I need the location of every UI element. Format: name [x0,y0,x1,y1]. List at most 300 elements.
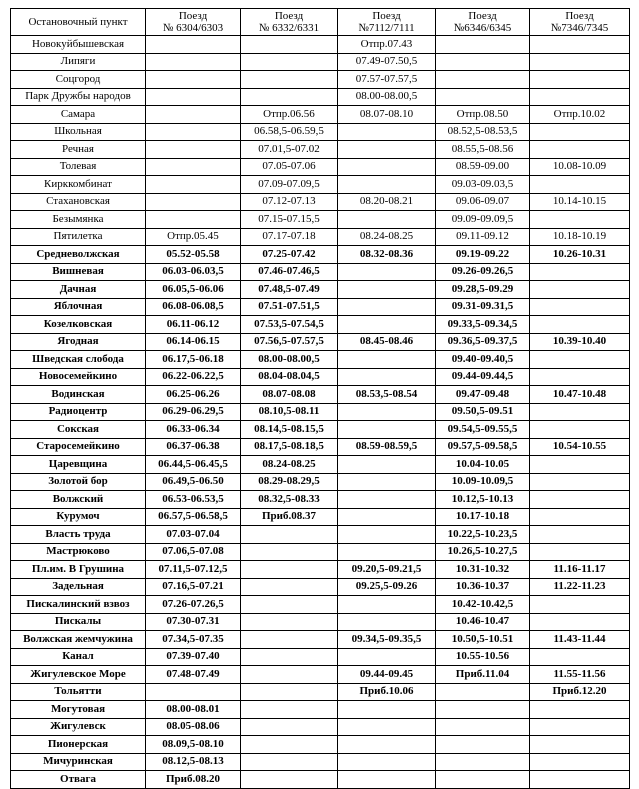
table-row [11,613,630,631]
time-7346-cell [530,473,630,491]
time-6332-cell [241,88,338,106]
station-name-cell: Парк Дружбы народов [11,88,146,106]
table-row [11,263,630,281]
time-7112-cell [338,176,436,194]
table-row [11,246,630,264]
header-train-number: № 6332/6331 [258,22,320,34]
table-row [11,508,630,526]
station-name-cell: Новокуйбышевская [11,36,146,54]
time-6346-cell: 09.28,5-09.29 [436,281,530,299]
time-7346-cell [530,753,630,771]
time-6346-cell: 09.36,5-09.37,5 [436,333,530,351]
time-6304-cell: 07.39-07.40 [146,648,241,666]
time-6346-cell: 10.22,5-10.23,5 [436,526,530,544]
time-6332-cell [241,596,338,614]
table-row [11,596,630,614]
time-7112-cell [338,123,436,141]
table-row [11,718,630,736]
time-6346-cell: 09.40-09.40,5 [436,351,530,369]
table-row [11,771,630,789]
time-6332-cell: 08.00-08.00,5 [241,351,338,369]
time-7346-cell [530,526,630,544]
time-6346-cell: 08.55,5-08.56 [436,141,530,159]
time-7346-cell [530,88,630,106]
time-6346-cell: 09.06-09.07 [436,193,530,211]
station-name-cell: Волжская жемчужина [11,631,146,649]
time-7346-cell [530,491,630,509]
time-7112-cell [338,543,436,561]
time-6304-cell: 06.53-06.53,5 [146,491,241,509]
header-train-number: №7346/7345 [550,22,609,34]
time-6346-cell: 09.54,5-09.55,5 [436,421,530,439]
time-6332-cell [241,771,338,789]
time-7112-cell [338,526,436,544]
time-6304-cell: 06.05,5-06.06 [146,281,241,299]
time-6304-cell [146,71,241,89]
time-6346-cell [436,53,530,71]
time-6346-cell: 09.47-09.48 [436,386,530,404]
station-name-cell: Козелковская [11,316,146,334]
time-6332-cell [241,666,338,684]
time-6346-cell: 09.26-09.26,5 [436,263,530,281]
time-7346-cell [530,211,630,229]
header-train-label: Поезд [468,10,497,22]
time-6332-cell [241,71,338,89]
table-row [11,753,630,771]
time-7112-cell [338,736,436,754]
time-6304-cell: 07.34,5-07.35 [146,631,241,649]
time-7346-cell [530,613,630,631]
time-7112-cell: Отпр.07.43 [338,36,436,54]
time-6332-cell: 07.53,5-07.54,5 [241,316,338,334]
time-7112-cell [338,351,436,369]
time-6346-cell: 10.17-10.18 [436,508,530,526]
station-name-cell: Задельная [11,578,146,596]
time-7112-cell [338,771,436,789]
station-name-cell: Дачная [11,281,146,299]
time-6304-cell [146,36,241,54]
time-7112-cell: 08.20-08.21 [338,193,436,211]
table-row [11,491,630,509]
station-name-cell: Водинская [11,386,146,404]
header-station: Остановочный пункт [11,9,146,36]
header-train-6332 [241,9,338,36]
time-6304-cell: 08.12,5-08.13 [146,753,241,771]
time-6332-cell [241,648,338,666]
time-6304-cell: 06.44,5-06.45,5 [146,456,241,474]
time-6346-cell: 10.36-10.37 [436,578,530,596]
table-row [11,683,630,701]
station-name-cell: Волжский [11,491,146,509]
time-6332-cell: 07.46-07.46,5 [241,263,338,281]
time-6304-cell: 06.14-06.15 [146,333,241,351]
time-6332-cell [241,753,338,771]
time-7346-cell [530,263,630,281]
station-name-cell: Пятилетка [11,228,146,246]
time-6346-cell: 09.44-09.44,5 [436,368,530,386]
time-6304-cell: 06.22-06.22,5 [146,368,241,386]
time-7346-cell [530,701,630,719]
time-7346-cell [530,176,630,194]
time-6346-cell: 10.55-10.56 [436,648,530,666]
table-row [11,36,630,54]
time-7112-cell [338,456,436,474]
time-7346-cell: Приб.12.20 [530,683,630,701]
time-6332-cell: 07.48,5-07.49 [241,281,338,299]
time-6304-cell [146,123,241,141]
header-train-7112 [338,9,436,36]
time-6304-cell [146,193,241,211]
table-row [11,123,630,141]
time-6346-cell: 09.33,5-09.34,5 [436,316,530,334]
time-6346-cell: 10.09-10.09,5 [436,473,530,491]
table-row [11,176,630,194]
time-6332-cell: Отпр.06.56 [241,106,338,124]
time-7112-cell [338,701,436,719]
time-6304-cell: 07.30-07.31 [146,613,241,631]
time-6304-cell: 08.00-08.01 [146,701,241,719]
time-6346-cell: 08.52,5-08.53,5 [436,123,530,141]
time-6304-cell: 06.17,5-06.18 [146,351,241,369]
time-7346-cell [530,543,630,561]
time-6304-cell: 08.05-08.06 [146,718,241,736]
station-name-cell: Липяги [11,53,146,71]
time-7112-cell [338,473,436,491]
time-6332-cell: 08.29-08.29,5 [241,473,338,491]
table-row [11,316,630,334]
time-6304-cell: 07.48-07.49 [146,666,241,684]
time-7112-cell: 08.32-08.36 [338,246,436,264]
table-row [11,211,630,229]
time-7346-cell [530,736,630,754]
time-7346-cell: 10.08-10.09 [530,158,630,176]
time-6304-cell: 06.25-06.26 [146,386,241,404]
time-6304-cell [146,176,241,194]
table-row [11,53,630,71]
time-6346-cell: 09.19-09.22 [436,246,530,264]
time-7112-cell: 08.07-08.10 [338,106,436,124]
time-6346-cell: 10.31-10.32 [436,561,530,579]
time-6346-cell [436,88,530,106]
time-6304-cell: 05.52-05.58 [146,246,241,264]
time-7346-cell [530,648,630,666]
time-7112-cell: 08.45-08.46 [338,333,436,351]
table-row [11,386,630,404]
time-6332-cell: 08.07-08.08 [241,386,338,404]
time-6304-cell: 06.37-06.38 [146,438,241,456]
time-7112-cell [338,298,436,316]
time-6346-cell: 09.50,5-09.51 [436,403,530,421]
time-6304-cell: 07.26-07.26,5 [146,596,241,614]
station-name-cell: Радиоцентр [11,403,146,421]
table-row [11,561,630,579]
time-6346-cell [436,753,530,771]
table-row [11,666,630,684]
time-6304-cell: 06.33-06.34 [146,421,241,439]
table-row [11,631,630,649]
header-train-label: Поезд [178,10,208,22]
table-row [11,88,630,106]
time-7112-cell [338,281,436,299]
time-6346-cell: 10.50,5-10.51 [436,631,530,649]
time-6332-cell: 07.09-07.09,5 [241,176,338,194]
time-6346-cell: 09.31-09.31,5 [436,298,530,316]
time-7346-cell: 10.39-10.40 [530,333,630,351]
time-7346-cell [530,718,630,736]
time-6304-cell [146,141,241,159]
time-6332-cell: 07.51-07.51,5 [241,298,338,316]
time-7112-cell: 08.53,5-08.54 [338,386,436,404]
table-row [11,526,630,544]
time-7346-cell [530,508,630,526]
table-row [11,351,630,369]
station-name-cell: Стахановская [11,193,146,211]
time-6332-cell: 06.58,5-06.59,5 [241,123,338,141]
station-name-cell: Тольятти [11,683,146,701]
station-name-cell: Пискалы [11,613,146,631]
time-6304-cell: Отпр.05.45 [146,228,241,246]
time-6346-cell: 10.26,5-10.27,5 [436,543,530,561]
table-row [11,456,630,474]
time-7112-cell [338,211,436,229]
time-7112-cell [338,368,436,386]
time-7346-cell [530,771,630,789]
time-6332-cell: 08.04-08.04,5 [241,368,338,386]
time-6332-cell: Приб.08.37 [241,508,338,526]
time-7346-cell: 10.54-10.55 [530,438,630,456]
time-6346-cell: Отпр.08.50 [436,106,530,124]
time-7346-cell [530,36,630,54]
station-name-cell: Золотой бор [11,473,146,491]
time-6346-cell [436,718,530,736]
time-6332-cell: 07.17-07.18 [241,228,338,246]
time-6304-cell: 06.03-06.03,5 [146,263,241,281]
time-7112-cell: 09.25,5-09.26 [338,578,436,596]
time-7112-cell: 08.59-08.59,5 [338,438,436,456]
time-6332-cell: 08.14,5-08.15,5 [241,421,338,439]
station-name-cell: Школьная [11,123,146,141]
table-row [11,438,630,456]
table-row [11,368,630,386]
station-name-cell: Жигулевское Море [11,666,146,684]
station-name-cell: Отвага [11,771,146,789]
time-6304-cell [146,211,241,229]
station-name-cell: Сокская [11,421,146,439]
time-7346-cell [530,403,630,421]
header-train-label: Поезд [372,10,401,22]
time-7346-cell [530,281,630,299]
station-name-cell: Шведская слобода [11,351,146,369]
time-7346-cell [530,596,630,614]
header-train-number: №6346/6345 [453,22,512,34]
time-6346-cell: 09.09-09.09,5 [436,211,530,229]
station-name-cell: Вишневая [11,263,146,281]
time-6304-cell [146,683,241,701]
time-7346-cell: 11.16-11.17 [530,561,630,579]
station-name-cell: Новосемейкино [11,368,146,386]
time-6332-cell: 07.01,5-07.02 [241,141,338,159]
time-6304-cell [146,158,241,176]
time-6304-cell: 06.08-06.08,5 [146,298,241,316]
header-train-7346 [530,9,630,36]
time-6304-cell [146,53,241,71]
time-7112-cell [338,158,436,176]
time-7346-cell: 10.47-10.48 [530,386,630,404]
time-7346-cell: 11.22-11.23 [530,578,630,596]
station-name-cell: Толевая [11,158,146,176]
table-body [11,36,630,789]
time-7346-cell [530,53,630,71]
time-7112-cell: 08.00-08.00,5 [338,88,436,106]
time-6332-cell: 08.10,5-08.11 [241,403,338,421]
header-train-label: Поезд [274,10,304,22]
time-6332-cell [241,718,338,736]
station-name-cell: Ягодная [11,333,146,351]
time-6304-cell: 06.49,5-06.50 [146,473,241,491]
time-6332-cell [241,631,338,649]
header-train-number: № 6304/6303 [162,22,224,34]
time-6304-cell: Приб.08.20 [146,771,241,789]
time-6346-cell: 09.57,5-09.58,5 [436,438,530,456]
time-7112-cell [338,263,436,281]
table-row [11,701,630,719]
time-6346-cell: 10.46-10.47 [436,613,530,631]
station-name-cell: Власть труда [11,526,146,544]
table-row [11,543,630,561]
time-7346-cell [530,368,630,386]
time-7112-cell [338,421,436,439]
time-6304-cell: 06.57,5-06.58,5 [146,508,241,526]
time-6346-cell [436,771,530,789]
time-7346-cell [530,316,630,334]
table-row [11,298,630,316]
station-name-cell: Речная [11,141,146,159]
station-name-cell: Канал [11,648,146,666]
time-6304-cell: 08.09,5-08.10 [146,736,241,754]
station-name-cell: Яблочная [11,298,146,316]
time-7112-cell [338,596,436,614]
time-7112-cell [338,403,436,421]
time-7346-cell [530,71,630,89]
station-name-cell: Средневолжская [11,246,146,264]
table-row [11,736,630,754]
time-6346-cell [436,683,530,701]
time-7112-cell [338,491,436,509]
table-row [11,578,630,596]
time-6332-cell [241,701,338,719]
table-row [11,473,630,491]
station-name-cell: Пл.им. В Грушина [11,561,146,579]
time-7112-cell: Приб.10.06 [338,683,436,701]
table-row [11,333,630,351]
time-6332-cell [241,578,338,596]
time-6346-cell [436,701,530,719]
header-row [11,9,630,36]
time-6332-cell: 08.24-08.25 [241,456,338,474]
time-7346-cell [530,351,630,369]
time-6332-cell: 08.32,5-08.33 [241,491,338,509]
time-7346-cell: 10.26-10.31 [530,246,630,264]
time-7112-cell [338,613,436,631]
time-7346-cell [530,456,630,474]
station-name-cell: Старосемейкино [11,438,146,456]
table-row [11,648,630,666]
time-7112-cell [338,316,436,334]
time-7346-cell: 11.55-11.56 [530,666,630,684]
time-7346-cell: 11.43-11.44 [530,631,630,649]
time-7112-cell: 09.34,5-09.35,5 [338,631,436,649]
time-7112-cell: 07.49-07.50,5 [338,53,436,71]
time-6304-cell: 07.03-07.04 [146,526,241,544]
time-6332-cell [241,543,338,561]
table-row [11,403,630,421]
time-6332-cell: 07.15-07.15,5 [241,211,338,229]
time-6304-cell: 07.06,5-07.08 [146,543,241,561]
time-7346-cell [530,123,630,141]
table-row [11,71,630,89]
table-row [11,141,630,159]
time-6346-cell: 09.03-09.03,5 [436,176,530,194]
station-name-cell: Кирккомбинат [11,176,146,194]
station-name-cell: Соцгород [11,71,146,89]
station-name-cell: Мастрюково [11,543,146,561]
time-6346-cell [436,36,530,54]
time-7112-cell [338,141,436,159]
time-7346-cell: 10.14-10.15 [530,193,630,211]
table-row [11,106,630,124]
header-train-6304 [146,9,241,36]
table-row [11,158,630,176]
time-6346-cell: 10.42-10.42,5 [436,596,530,614]
time-7112-cell: 08.24-08.25 [338,228,436,246]
station-name-cell: Самара [11,106,146,124]
time-7112-cell [338,508,436,526]
time-7112-cell [338,718,436,736]
station-name-cell: Курумоч [11,508,146,526]
time-6332-cell [241,683,338,701]
time-6346-cell: Приб.11.04 [436,666,530,684]
time-7346-cell [530,141,630,159]
station-name-cell: Пискалинский взвоз [11,596,146,614]
time-6332-cell: 07.12-07.13 [241,193,338,211]
time-6346-cell: 10.12,5-10.13 [436,491,530,509]
time-6346-cell: 09.11-09.12 [436,228,530,246]
time-6304-cell: 07.16,5-07.21 [146,578,241,596]
header-train-6346 [436,9,530,36]
station-name-cell: Могутовая [11,701,146,719]
train-schedule-table [10,8,630,789]
time-6346-cell: 08.59-09.00 [436,158,530,176]
station-name-cell: Жигулевск [11,718,146,736]
time-7112-cell [338,753,436,771]
time-7112-cell: 09.20,5-09.21,5 [338,561,436,579]
time-6346-cell [436,71,530,89]
station-name-cell: Пионерская [11,736,146,754]
table-row [11,228,630,246]
time-7112-cell [338,648,436,666]
time-6332-cell [241,53,338,71]
time-6346-cell: 10.04-10.05 [436,456,530,474]
time-6304-cell [146,106,241,124]
time-7112-cell: 09.44-09.45 [338,666,436,684]
time-6332-cell [241,736,338,754]
header-train-label: Поезд [565,10,594,22]
time-7346-cell: 10.18-10.19 [530,228,630,246]
time-6346-cell [436,736,530,754]
time-6332-cell: 07.05-07.06 [241,158,338,176]
station-name-cell: Безымянка [11,211,146,229]
schedule-container [10,8,629,789]
